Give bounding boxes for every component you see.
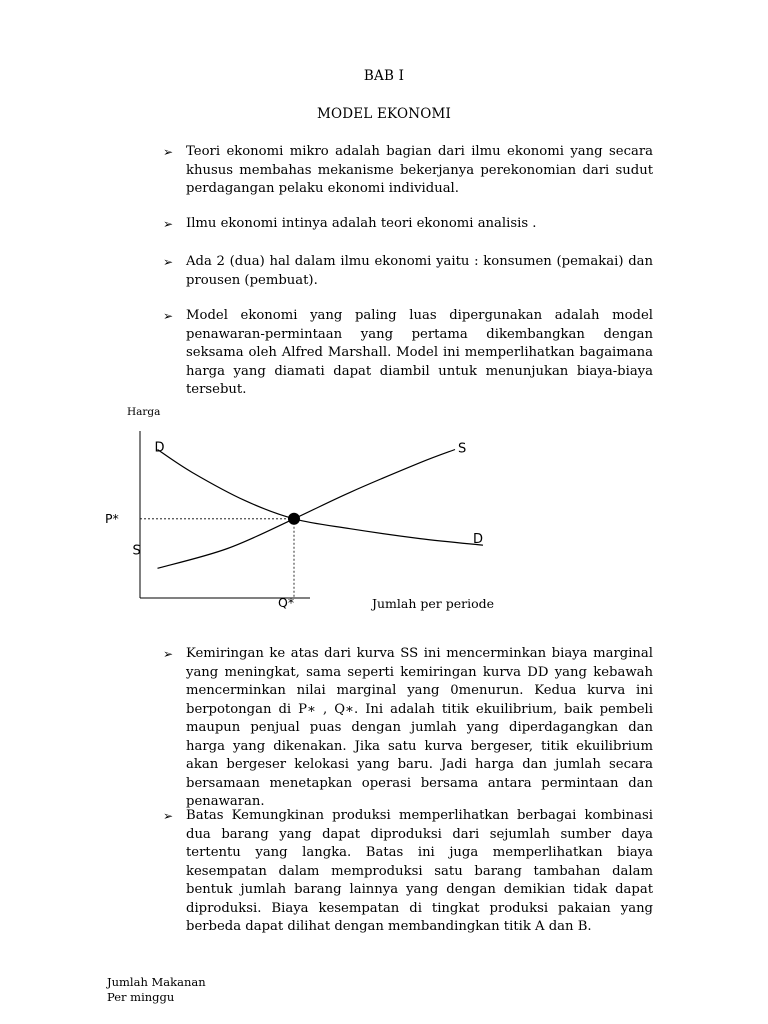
q-star-label: Q* — [278, 595, 295, 610]
x-axis-label: Jumlah per periode — [372, 596, 495, 611]
chapter-heading: BAB I — [363, 68, 405, 84]
supply-curve — [158, 450, 456, 569]
supply-start-label: S — [132, 543, 141, 559]
demand-start-label: D — [154, 440, 165, 456]
bullet-item — [163, 645, 653, 812]
bullet-text: Batas Kemungkinan produksi memperlihatkan berbagai kombinasi dua barang yang dapat diproduksi dari sejumlah sumber daya tertentu yang langka. Batas ini juga memperlihatkan biaya kesempatan dalam memproduksi satu barang tambahan dalam bentuk jumlah barang lainnya yang dengan demikian tidak dapat diproduksi. Biaya kesempatan di tingkat produksi pakaian yang berbeda dapat dilihat dengan membandingkan titik A dan B. — [186, 808, 653, 934]
arrow-bullet-icon: ➢ — [163, 647, 174, 661]
arrow-bullet-icon: ➢ — [163, 217, 174, 231]
demand-curve — [158, 450, 484, 546]
arrow-bullet-icon: ➢ — [163, 809, 174, 823]
supply-end-label: S — [458, 441, 467, 457]
bullet-item — [163, 307, 653, 400]
bullet-text: Ada 2 (dua) hal dalam ilmu ekonomi yaitu : konsumen (pemakai) dan prousen (pembuat). — [186, 254, 653, 288]
bullet-text: Ilmu ekonomi intinya adalah teori ekonomi analisis . — [186, 216, 537, 231]
bullet-text: Teori ekonomi mikro adalah bagian dari ilmu ekonomi yang secara khusus membahas mekanisme bekerjanya perekonomian dari sudut perdagangan pelaku ekonomi individual. — [186, 144, 653, 196]
supply-demand-chart — [95, 400, 515, 620]
footer-line-1: Jumlah Makanan — [107, 975, 206, 989]
y-axis-label: Harga — [127, 406, 161, 418]
bullet-text: Model ekonomi yang paling luas dipergunakan adalah model penawaran-permintaan yang pertama dikembangkan dengan seksama oleh Alfred Marshall. Model ini memperlihatkan bagaimana harga yang diamati dapat diambil untuk menunjukan biaya-biaya tersebut. — [186, 308, 653, 397]
demand-end-label: D — [473, 532, 484, 548]
footer-caption — [107, 975, 206, 1005]
bullet-item — [163, 807, 653, 937]
arrow-bullet-icon: ➢ — [163, 255, 174, 269]
bullet-item — [163, 253, 653, 290]
p-star-label: P* — [105, 510, 119, 526]
bullet-text: Kemiringan ke atas dari kurva SS ini mencerminkan biaya marginal yang meningkat, sama seperti kemiringan kurva DD yang kebawah mencerminkan nilai marginal yang 0menurun. Kedua kurva ini berpotongan di P∗ , Q∗. Ini adalah titik ekuilibrium, baik pembeli maupun penjual puas dengan jumlah yang diperdagangkan dan harga yang dikenakan. Jika satu kurva bergeser, titik ekuilibrium akan bergeser kelokasi yang baru. Jadi harga dan jumlah secara bersamaan menetapkan operasi bersama antara permintaan dan penawaran. — [186, 646, 653, 809]
bullet-item — [163, 143, 653, 199]
bullet-item — [163, 215, 653, 234]
page-title: MODEL EKONOMI — [316, 106, 452, 122]
arrow-bullet-icon: ➢ — [163, 145, 174, 159]
equilibrium-point — [288, 513, 300, 525]
arrow-bullet-icon: ➢ — [163, 309, 174, 323]
footer-line-2: Per minggu — [107, 990, 175, 1004]
